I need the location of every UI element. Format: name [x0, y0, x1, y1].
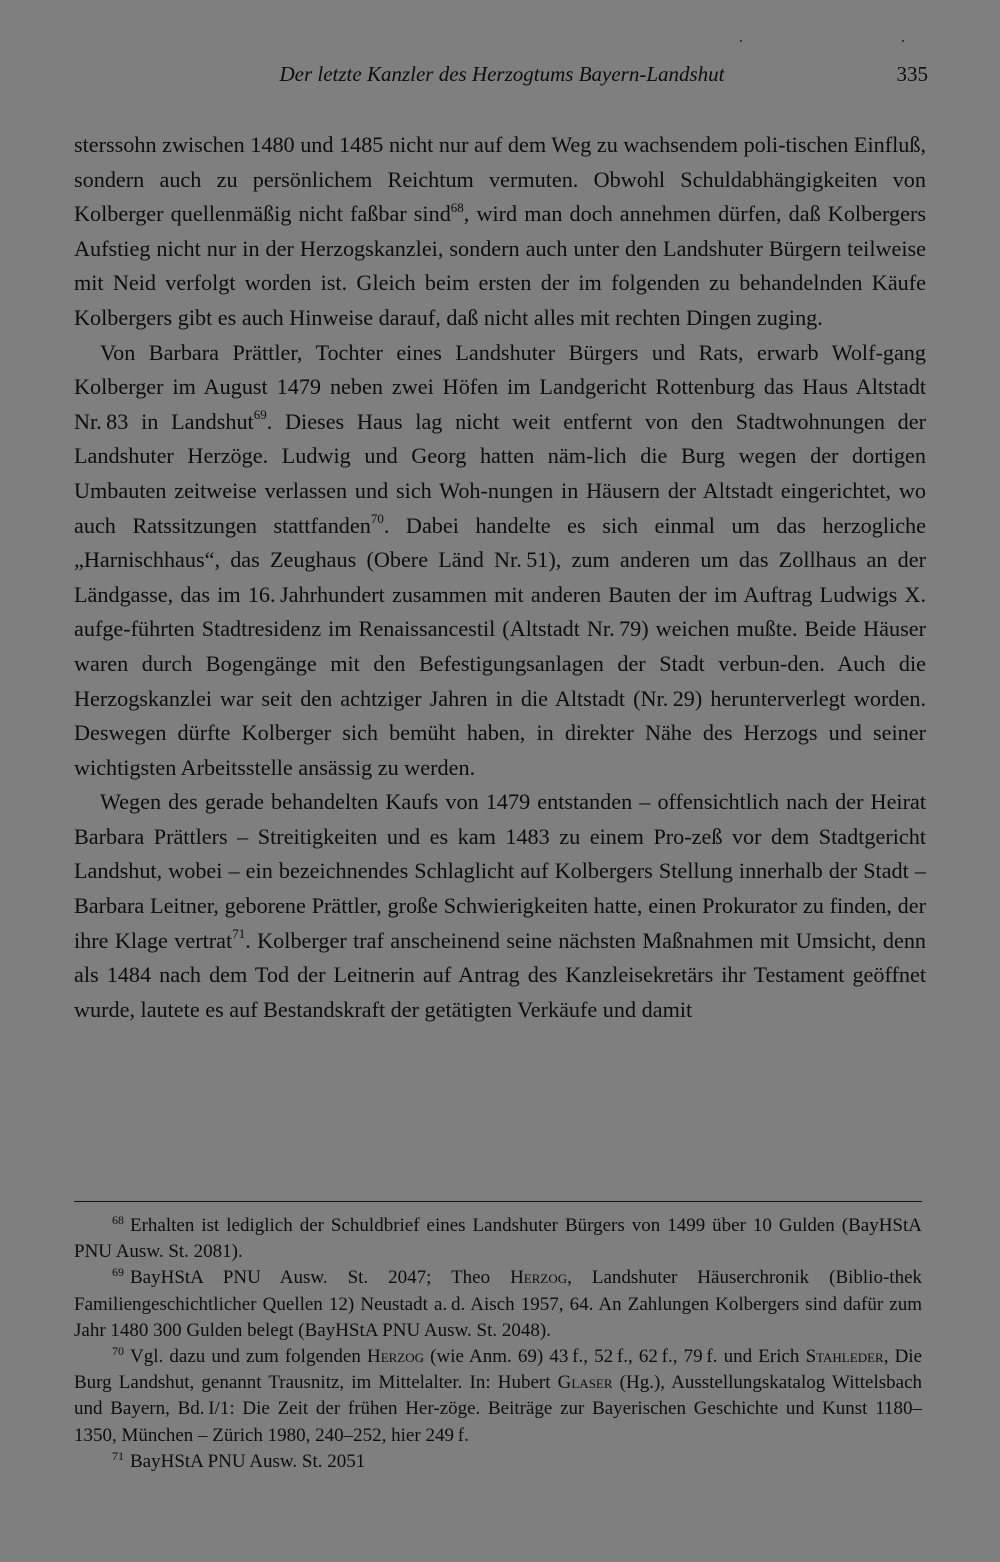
- running-title: Der letzte Kanzler des Herzogtums Bayern-Landshut: [279, 62, 725, 86]
- paragraph: [74, 128, 926, 336]
- text-run: (wie Anm. 69) 43 f., 52 f., 62 f., 79 f. und Erich: [424, 1346, 806, 1368]
- running-header: [72, 62, 932, 92]
- author-name: Stahleder: [805, 1346, 884, 1368]
- footnote-reference: 68: [450, 199, 464, 215]
- body-text: [74, 128, 926, 1027]
- text-run: BayHStA PNU Ausw. St. 2047; Theo: [130, 1267, 511, 1289]
- text-run: . Kolberger traf anscheinend seine nächsten Maßnahmen mit Umsicht, denn als 1484 nach dem Tod der Leitnerin auf Antrag des Kanzleisekretärs ihr Testament geöffnet wurde, lautete es auf Bestandskraft der getätigten Verkäufe und damit: [74, 927, 927, 1022]
- page-number: 335: [896, 62, 928, 86]
- author-name: Herzog: [366, 1346, 425, 1368]
- text-run: sterssohn zwischen 1480 und 1485 nicht nur auf dem Weg zu wachsendem poli-tischen Einfluß, sondern auch zu persönlichem Reichtum vermuten. Obwohl Schuldabhängigkeiten von Kolberger quellenmäßig nicht faßbar sind: [74, 132, 926, 227]
- text-run: Von Barbara Prättler, Tochter eines Landshuter Bürgers und Rats, erwarb Wolf-gang Kolberger im August 1479 neben zwei Höfen im Landgericht Rottenburg das Haus Altstadt Nr. 83 in Landshut: [74, 339, 926, 434]
- text-run: Erhalten ist lediglich der Schuldbrief eines Landshuter Bürgers von 1499 über 10 Gulden (BayHStA PNU Ausw. St. 2081).: [74, 1215, 922, 1263]
- paragraph: [74, 336, 926, 786]
- text-run: Wegen des gerade behandelten Kaufs von 1479 entstanden – offensichtlich nach der Heirat Barbara Prättlers – Streitigkeiten und es kam 1483 zu einem Pro-zeß vor dem Stadtgericht Landshut, wobei – ein bezeichnendes Schlaglicht auf Kolbergers Stellung innerhalb der Stadt – Barbara Leitner, geborene Prättler, große Schwierigkeiten hatte, einen Prokurator zu finden, der ihre Klage vertrat: [74, 789, 926, 953]
- text-run: , Die Burg Landshut, genannt Trausnitz, im Mittelalter. In: Hubert: [74, 1346, 923, 1394]
- footnote-number: 69: [112, 1265, 124, 1280]
- footnote-reference: 69: [253, 407, 267, 423]
- text-run: BayHStA PNU Ausw. St. 2051: [130, 1450, 366, 1472]
- footnote: [74, 1213, 922, 1265]
- text-run: . Dieses Haus lag nicht weit entfernt von den Stadtwohnungen der Landshuter Herzöge. Ludwig und Georg hatten näm-lich die Burg wegen der dortigen Umbauten zeitweise verlassen und sich Woh-nungen in Häusern der Altstadt eingerichtet, wo auch Ratssitzungen stattfanden: [74, 408, 926, 538]
- footnotes: [74, 1213, 922, 1475]
- scan-speck: [740, 40, 742, 42]
- text-run: . Dabei handelte es sich einmal um das herzogliche „Harnischhaus“, das Zeughaus (Obere Länd Nr. 51), zum anderen um das Zollhaus an der Ländgasse, das im 16. Jahrhundert zusammen mit anderen Bauten der im Auftrag Ludwigs X. aufge-führten Stadtresidenz im Renaissancestil (Altstadt Nr. 79) weichen mußte. Beide Häuser waren durch Bogengänge mit den Befestigungsanlagen der Stadt verbun-den. Auch die Herzogskanzlei war seit den achtziger Jahren in die Altstadt (Nr. 29) herunterverlegt worden. Deswegen dürfte Kolberger sich bemüht haben, in direkter Nähe des Herzogs und seiner wichtigsten Arbeitsstelle ansässig zu werden.: [74, 512, 926, 780]
- paragraph: [74, 785, 926, 1027]
- author-name: Glaser: [557, 1372, 613, 1394]
- footnote: [74, 1449, 922, 1475]
- footnote-separator: [74, 1201, 922, 1202]
- text-run: Vgl. dazu und zum folgenden: [130, 1346, 367, 1368]
- footnote-number: 68: [112, 1212, 124, 1227]
- text-run: (Hg.), Ausstellungskatalog Wittelsbach und Bayern, Bd. I/1: Die Zeit der frühen Her-zöge. Beiträge zur Bayerischen Geschichte und Kunst 1180–1350, München – Zürich 1980, 240–252, hier 249 f.: [74, 1372, 923, 1446]
- footnote-number: 70: [112, 1343, 124, 1358]
- text-run: , wird man doch annehmen dürfen, daß Kolbergers Aufstieg nicht nur in der Herzogskanzlei, sondern auch unter den Landshuter Bürgern teilweise mit Neid verfolgt worden ist. Gleich beim ersten der im folgenden zu behandelnden Käufe Kolbergers gibt es auch Hinweise darauf, daß nicht alles mit rechten Dingen zuging.: [74, 201, 926, 330]
- text-run: , Landshuter Häuserchronik (Biblio-thek Familiengeschichtlicher Quellen 12) Neustadt a. d. Aisch 1957, 64. An Zahlungen Kolbergers sind dafür zum Jahr 1480 300 Gulden belegt (BayHStA PNU Ausw. St. 2048).: [74, 1267, 923, 1341]
- footnote-number: 71: [112, 1448, 124, 1463]
- footnote-reference: 71: [232, 926, 246, 942]
- footnote-reference: 70: [370, 511, 384, 527]
- scan-speck: [902, 40, 904, 42]
- author-name: Herzog: [510, 1267, 568, 1289]
- footnote: [74, 1344, 922, 1449]
- footnote: [74, 1265, 922, 1344]
